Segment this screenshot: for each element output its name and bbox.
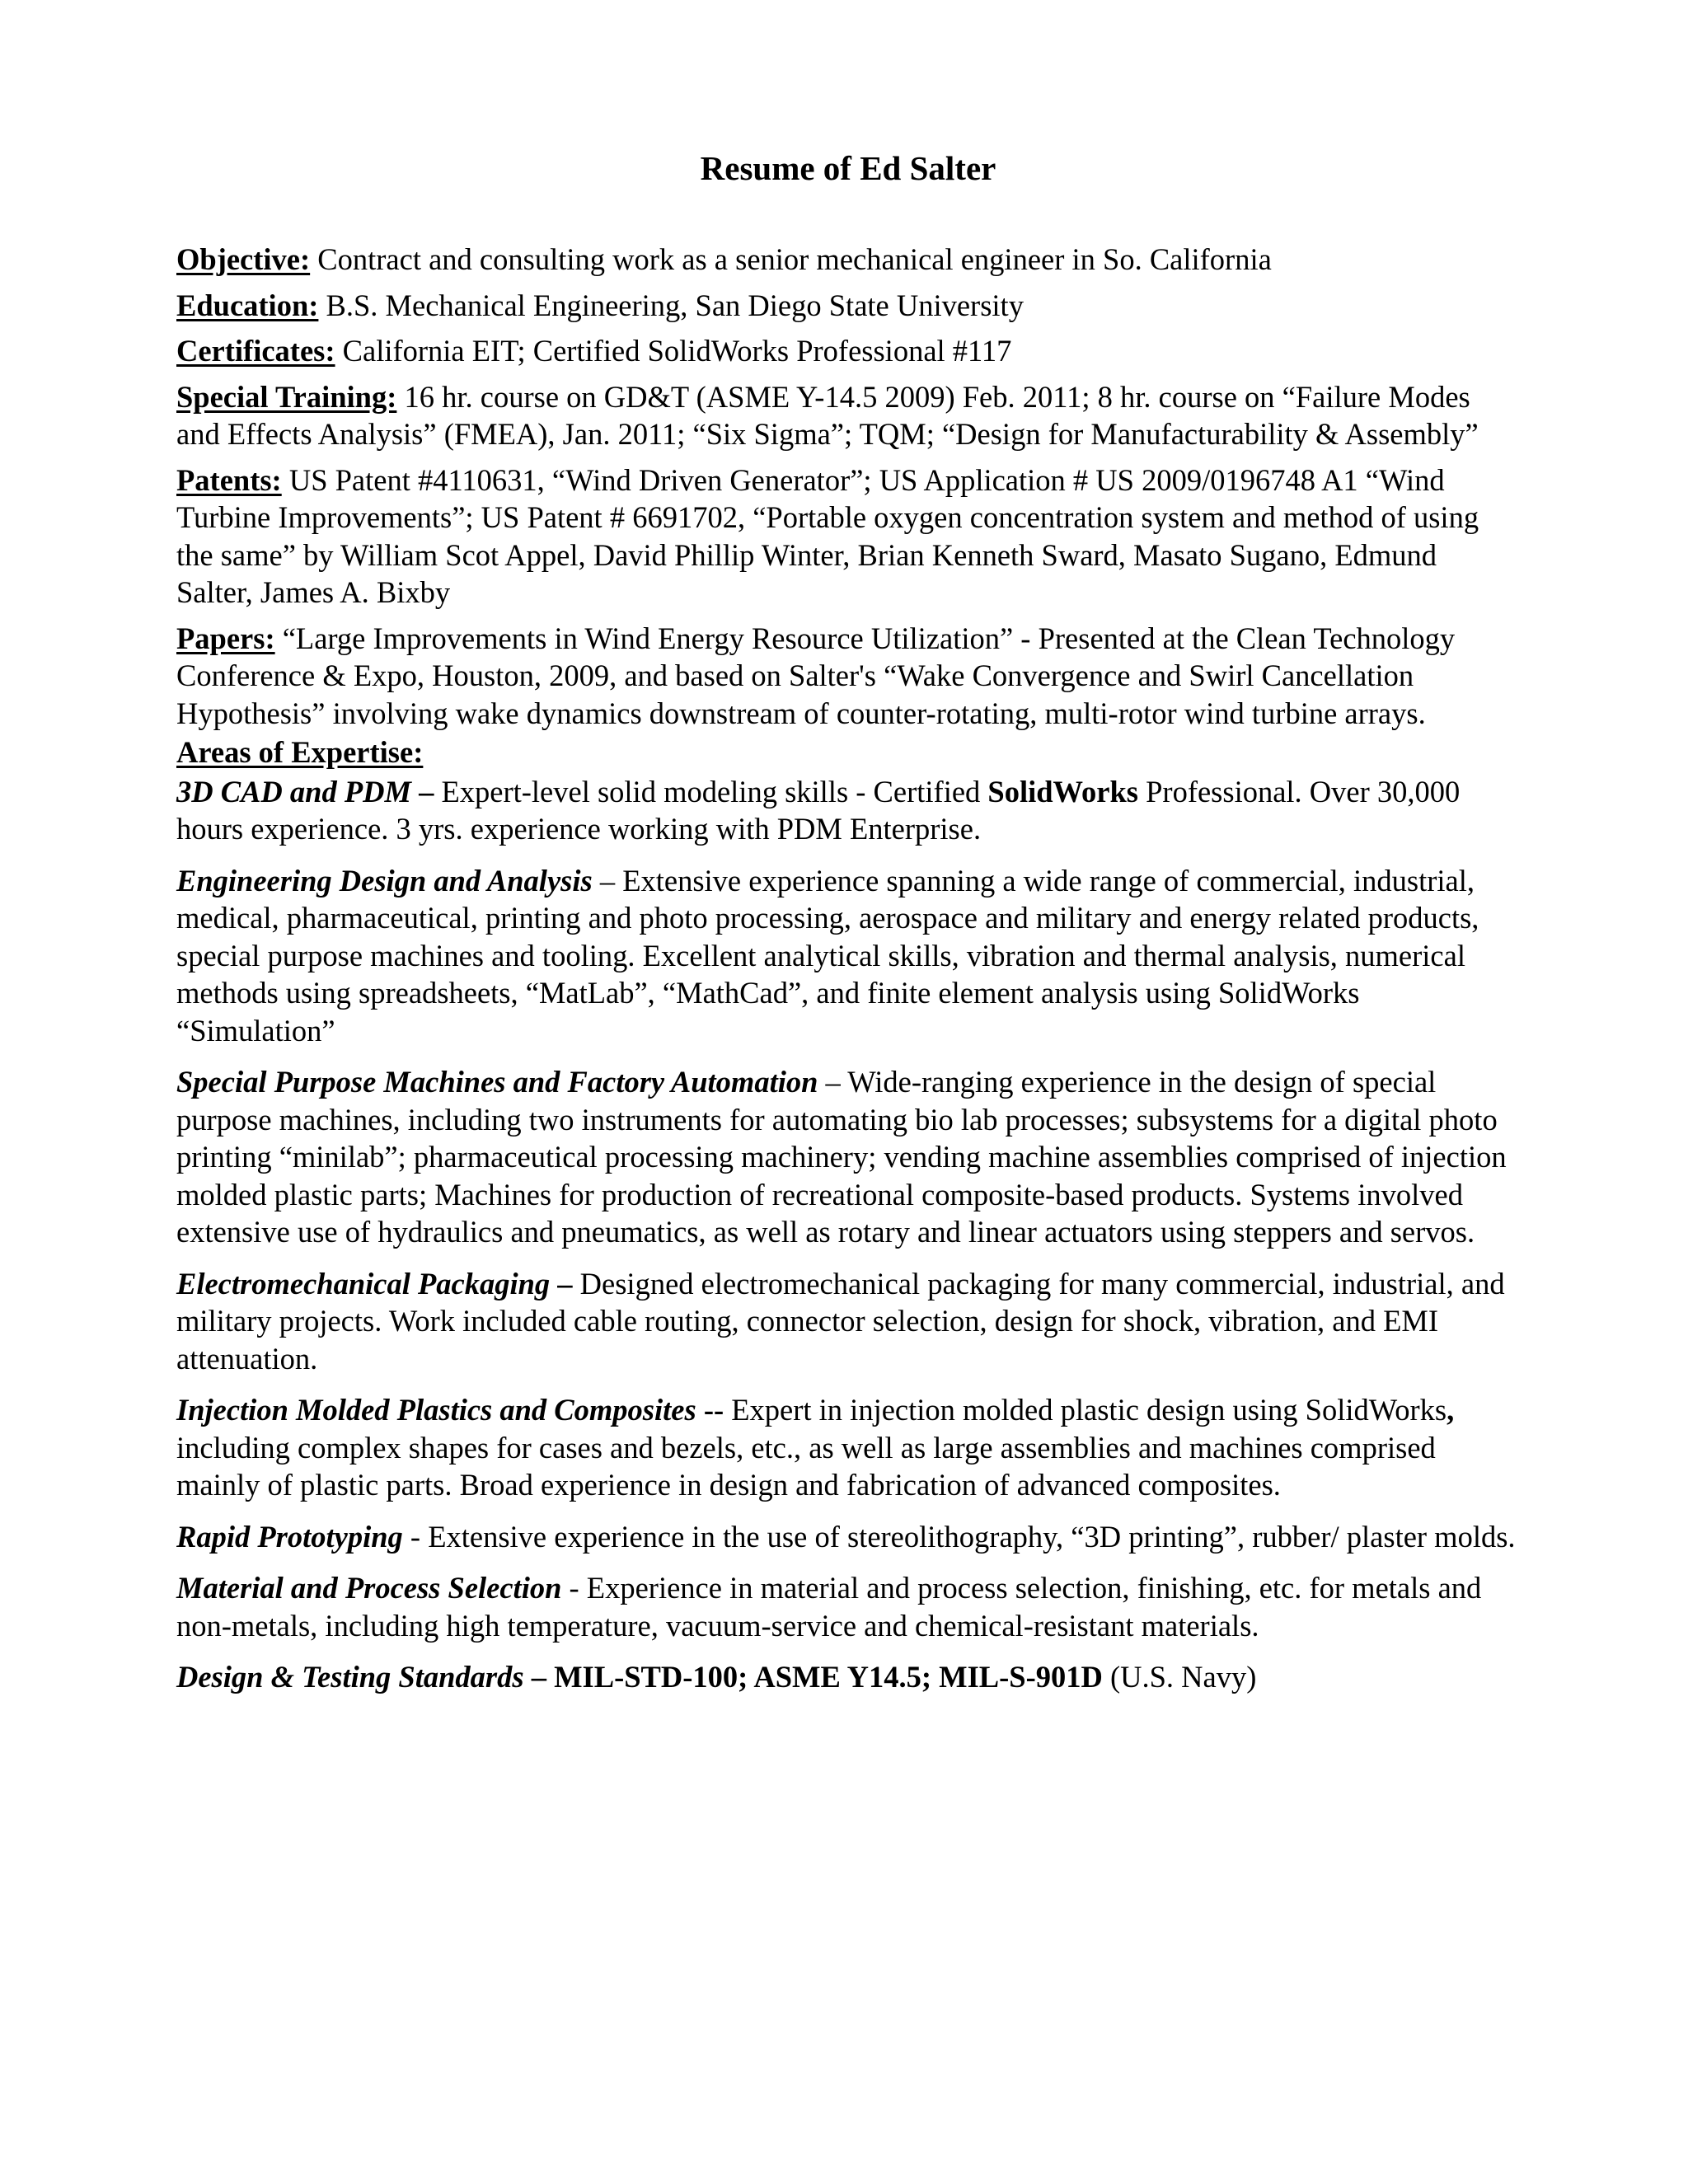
expertise-cad-heading: 3D CAD and PDM bbox=[176, 774, 411, 808]
papers-label: Papers: bbox=[176, 621, 275, 655]
expertise-cad-text-a: Expert-level solid modeling skills - Certified bbox=[441, 774, 988, 808]
education-label: Education: bbox=[176, 288, 319, 322]
expertise-standards bbox=[176, 1658, 1520, 1696]
expertise-design-heading: Engineering Design and Analysis bbox=[176, 863, 593, 898]
expertise-materials-text: - Experience in material and process selection, finishing, etc. for metals and non-metals, including high temperature, vacuum-service and chemical-resistant materials. bbox=[176, 1571, 1482, 1643]
expertise-packaging bbox=[176, 1265, 1520, 1378]
expertise-plastics bbox=[176, 1391, 1520, 1504]
expertise-plastics-text-b: including complex shapes for cases and bezels, etc., as well as large assemblies and machines comprised mainly of plastic parts. Broad experience in design and fabrication of advanced composites. bbox=[176, 1430, 1436, 1502]
expertise-cad-strong: SolidWorks bbox=[987, 774, 1138, 808]
certificates-label: Certificates: bbox=[176, 334, 335, 368]
expertise-design bbox=[176, 862, 1520, 1050]
expertise-cad-dash: – bbox=[410, 774, 442, 808]
expertise-prototyping-heading: Rapid Prototyping bbox=[176, 1519, 403, 1554]
certificates-section bbox=[176, 332, 1520, 370]
education-section bbox=[176, 287, 1520, 325]
expertise-plastics-heading: Injection Molded Plastics and Composites bbox=[176, 1393, 696, 1427]
expertise-design-text: – Extensive experience spanning a wide range of commercial, industrial, medical, pharmaceutical, printing and photo processing, aerospace and military and energy related products, special purpose machines and tooling. Excellent analytical skills, vibration and thermal analysis, numerical methods using spreadsheets, “MatLab”, “MathCad”, and finite element analysis using SolidWorks “Simulation” bbox=[176, 863, 1479, 1047]
expertise-plastics-dash: -- bbox=[696, 1393, 732, 1427]
expertise-materials bbox=[176, 1569, 1520, 1644]
special-training-section bbox=[176, 378, 1520, 453]
expertise-plastics-text-a: Expert in injection molded plastic design using SolidWorks bbox=[731, 1393, 1447, 1427]
expertise-packaging-dash: – bbox=[550, 1266, 580, 1301]
expertise-materials-heading: Material and Process Selection bbox=[176, 1571, 562, 1605]
objective-label: Objective: bbox=[176, 242, 311, 276]
areas-of-expertise-heading bbox=[176, 733, 1520, 771]
expertise-plastics-comma: , bbox=[1447, 1393, 1455, 1427]
areas-of-expertise-label: Areas of Expertise: bbox=[176, 735, 424, 769]
objective-section bbox=[176, 241, 1520, 279]
expertise-cad bbox=[176, 773, 1520, 848]
expertise-standards-strong: – MIL-STD-100; ASME Y14.5; MIL-S-901D bbox=[523, 1660, 1103, 1694]
expertise-machines-text: – Wide-ranging experience in the design of special purpose machines, including two instruments for automating bio lab processes; subsystems for a digital photo printing “minilab”; pharmaceutical processing machinery; vending machine assemblies comprised of injection molded plastic parts; Machines for production of recreational composite-based products. Systems involved extensive use of hydraulics and pneumatics, as well as rotary and linear actuators using steppers and servos. bbox=[176, 1065, 1507, 1249]
expertise-standards-text: (U.S. Navy) bbox=[1102, 1660, 1257, 1694]
patents-text: US Patent #4110631, “Wind Driven Generator”; US Application # US 2009/0196748 A1 “Wind Turbine Improvements”; US Patent # 6691702, “Portable oxygen concentration system and method of using the same” by William Scot Appel, David Phillip Winter, Brian Kenneth Sward, Masato Sugano, Edmund Salter, James A. Bixby bbox=[176, 462, 1479, 609]
resume-body bbox=[176, 241, 1520, 1710]
certificates-text: California EIT; Certified SolidWorks Professional #117 bbox=[335, 334, 1012, 368]
expertise-machines-heading: Special Purpose Machines and Factory Automation bbox=[176, 1065, 818, 1099]
patents-section bbox=[176, 462, 1520, 612]
expertise-cad-text-b: Professional. Over 30,000 hours experience. 3 yrs. experience working with PDM Enterprise. bbox=[176, 774, 1461, 846]
special-training-label: Special Training: bbox=[176, 379, 397, 414]
expertise-machines bbox=[176, 1063, 1520, 1251]
papers-section bbox=[176, 620, 1520, 733]
patents-label: Patents: bbox=[176, 462, 282, 497]
objective-text: Contract and consulting work as a senior mechanical engineer in So. California bbox=[310, 242, 1272, 276]
expertise-prototyping bbox=[176, 1518, 1520, 1556]
page-title: Resume of Ed Salter bbox=[700, 149, 996, 187]
expertise-packaging-text: Designed electromechanical packaging for many commercial, industrial, and military projects. Work included cable routing, connector selection, design for shock, vibration, and EMI attenuation. bbox=[176, 1266, 1505, 1376]
education-text: B.S. Mechanical Engineering, San Diego State University bbox=[318, 288, 1024, 322]
special-training-text: 16 hr. course on GD&T (ASME Y-14.5 2009) Feb. 2011; 8 hr. course on “Failure Modes and Effects Analysis” (FMEA), Jan. 2011; “Six Sigma”; TQM; “Design for Manufacturability & Assembly” bbox=[176, 379, 1479, 451]
expertise-standards-heading: Design & Testing Standards bbox=[176, 1660, 524, 1694]
expertise-prototyping-text: - Extensive experience in the use of stereolithography, “3D printing”, rubber/ plaster molds. bbox=[402, 1519, 1516, 1554]
papers-text: “Large Improvements in Wind Energy Resource Utilization” - Presented at the Clean Technology Conference & Expo, Houston, 2009, and based on Salter's “Wake Convergence and Swirl Cancellation Hypothesis” involving wake dynamics downstream of counter-rotating, multi-rotor wind turbine arrays. bbox=[176, 621, 1456, 730]
expertise-packaging-heading: Electromechanical Packaging bbox=[176, 1266, 551, 1301]
